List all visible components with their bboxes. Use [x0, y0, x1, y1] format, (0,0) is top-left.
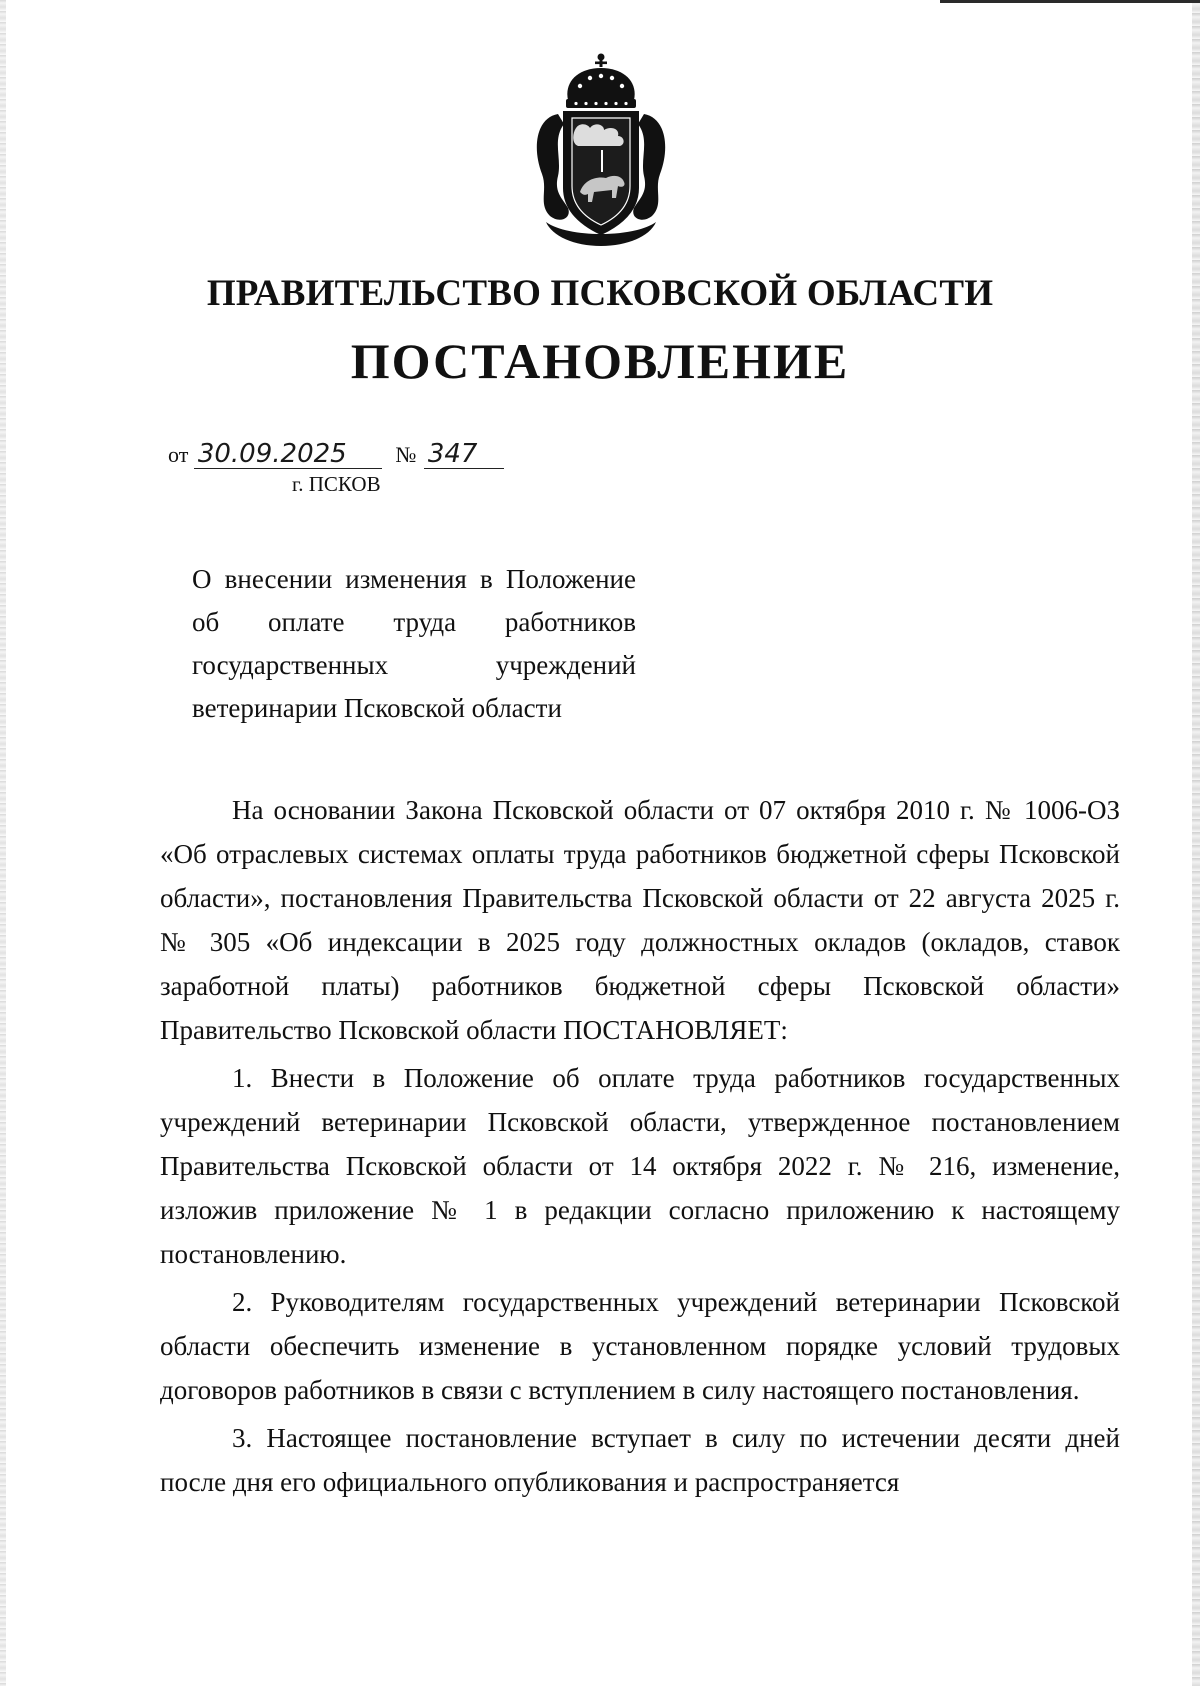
body-paragraph-item-2: 2. Руководителям государственных учреждений ветеринарии Псковской области обеспечить изменение в установленном порядке условий трудовых договоров работников в связи с вступлением в силу настоящего постановления. — [160, 1287, 1120, 1405]
body-paragraph-preamble: На основании Закона Псковской области от 07 октября 2010 г. № 1006-ОЗ «Об отраслевых системах оплаты труда работников бюджетной сферы Псковской области», постановления Правительства Псковской области от 22 августа 2025 г. № 305 «Об индексации в 2025 году должностных окладов (окладов, ставок заработной платы) работников бюджетной сферы Псковской области» Правительство Псковской области ПОСТАНОВЛЯЕТ: — [160, 795, 1120, 1045]
date-prefix: от — [168, 442, 189, 467]
scan-edge-top — [940, 0, 1200, 3]
body-paragraph-item-3: 3. Настоящее постановление вступает в силу по истечении десяти дней после дня его официального опубликования и распространяется — [160, 1423, 1120, 1497]
subject-line: государственных учреждений — [192, 650, 636, 680]
organization-title: ПРАВИТЕЛЬСТВО ПСКОВСКОЙ ОБЛАСТИ — [206, 273, 994, 314]
document-type-heading: ПОСТАНОВЛЕНИЕ — [350, 333, 850, 389]
city-label: г. ПСКОВ — [292, 472, 381, 496]
subject-line: О внесении изменения в Положение — [192, 564, 636, 594]
document-number: 347 — [424, 440, 504, 469]
document-date: 30.09.2025 — [194, 440, 382, 469]
document-subject — [192, 558, 636, 730]
number-sign: № — [395, 442, 417, 467]
scan-edge-left — [0, 0, 6, 1686]
document-body — [160, 788, 1120, 1504]
scan-edge-right — [1192, 0, 1200, 1686]
body-paragraph-item-1: 1. Внести в Положение об оплате труда работников государственных учреждений ветеринарии Псковской области, утвержденное постановлением Правительства Псковской области от 14 октября 2022 г. № 216, изменение, изложив приложение № 1 в редакции согласно приложению к настоящему постановлению. — [160, 1063, 1120, 1269]
date-number-line — [168, 440, 504, 469]
subject-line: об оплате труда работников — [192, 607, 636, 637]
subject-line: ветеринарии Псковской области — [192, 693, 562, 723]
coat-of-arms-icon — [528, 52, 674, 246]
